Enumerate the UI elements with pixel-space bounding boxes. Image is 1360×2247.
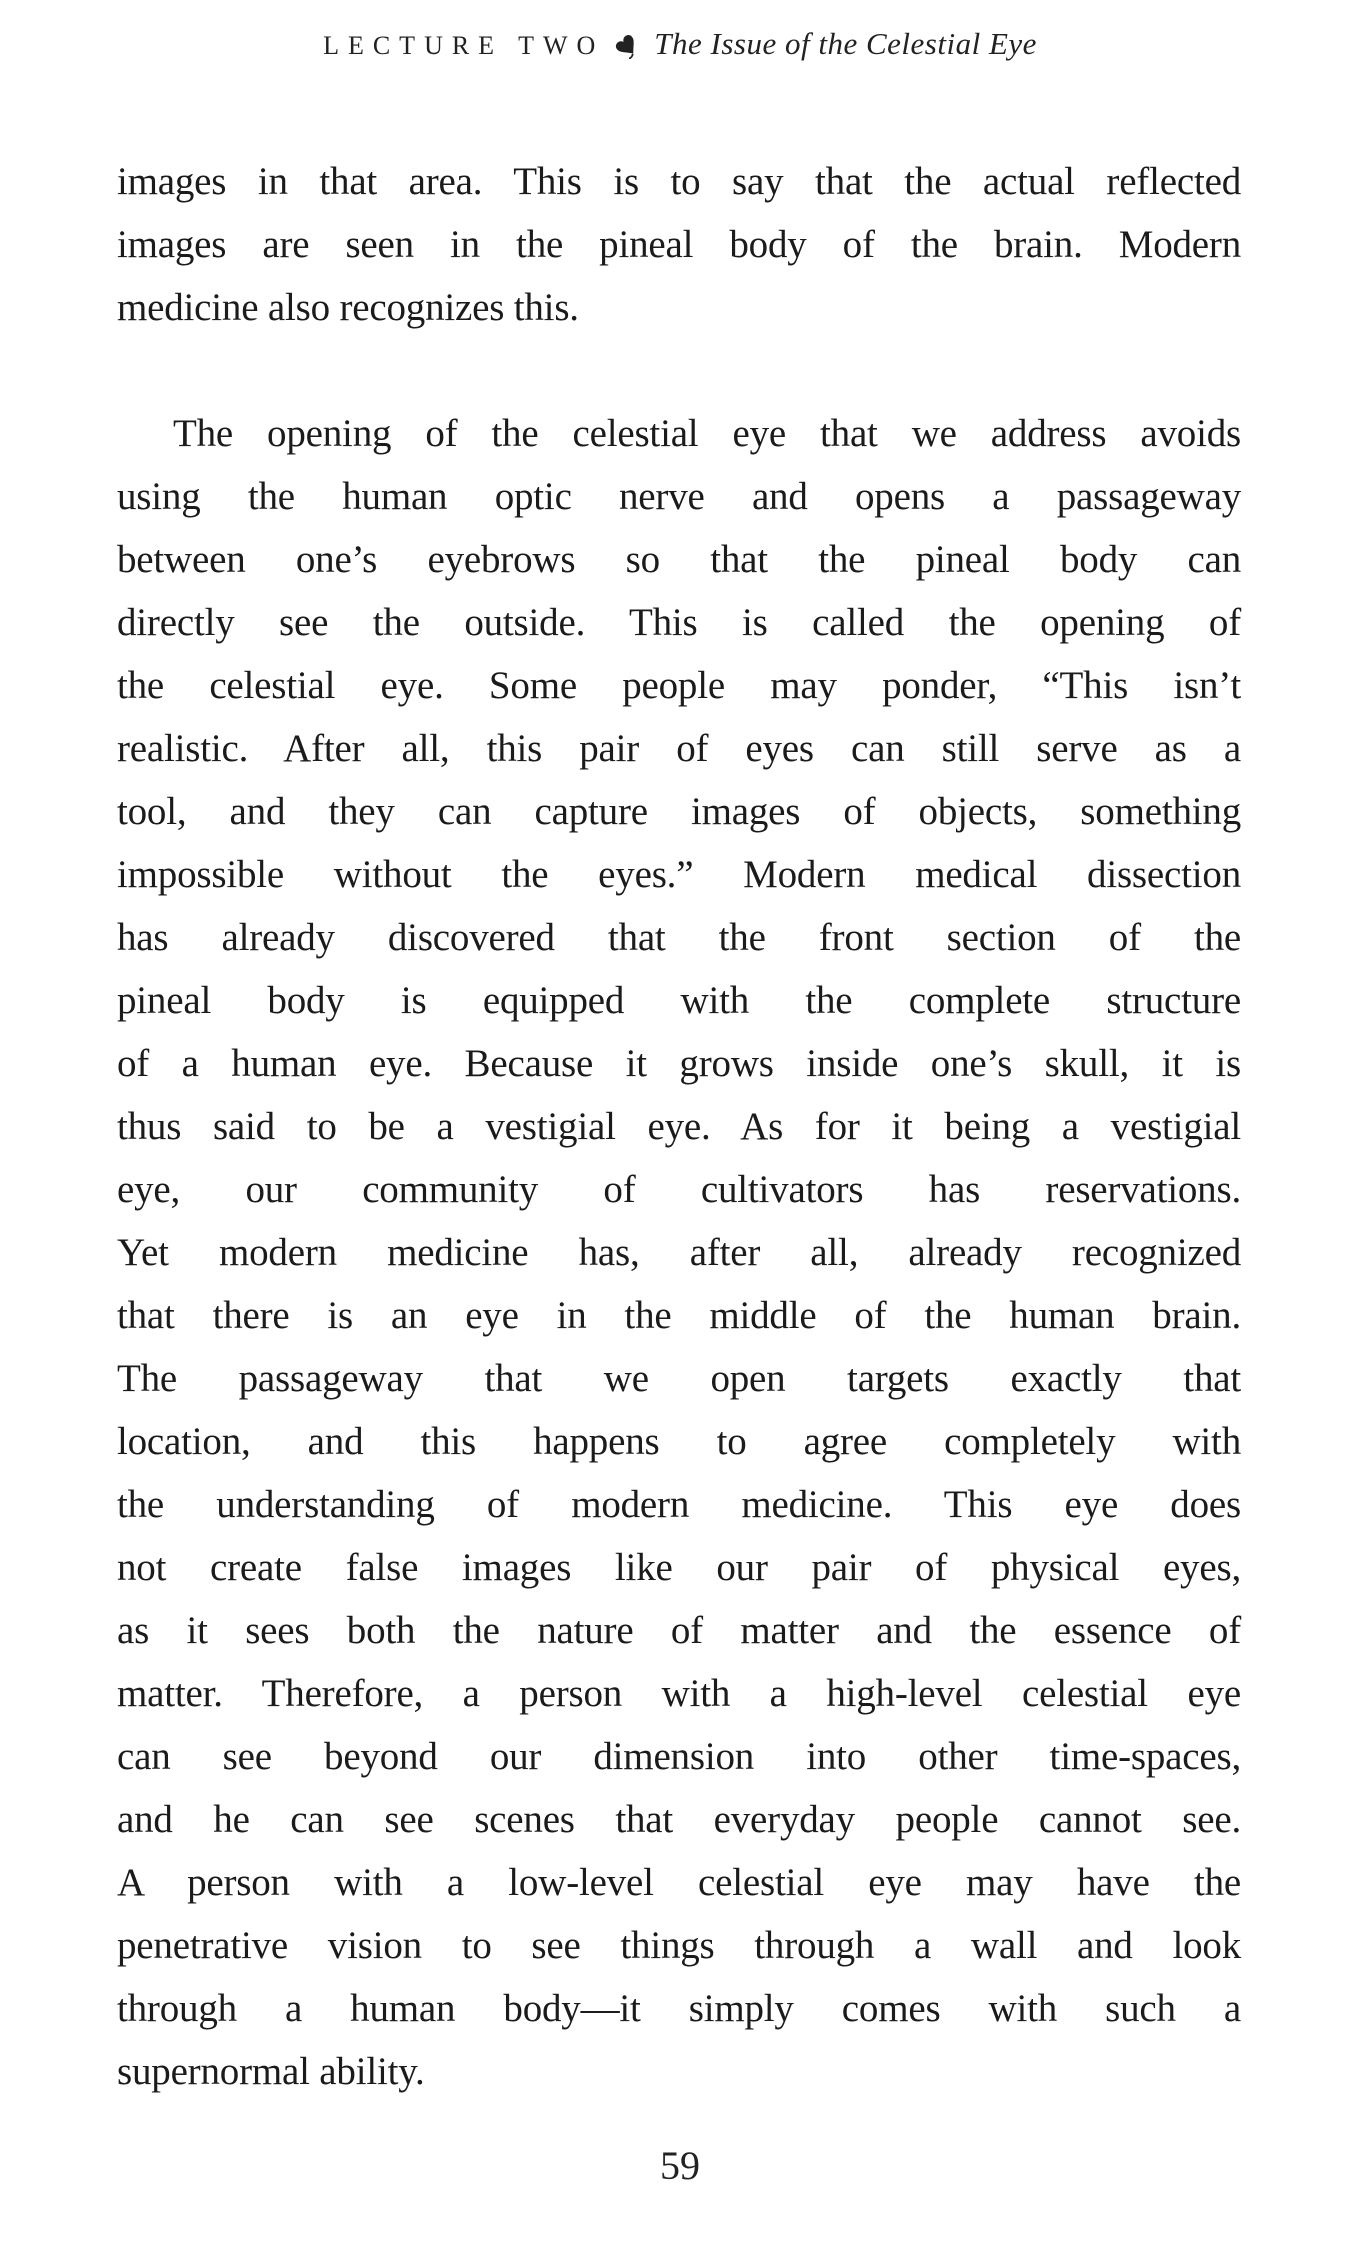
text-line: and he can see scenes that everyday people cannot see.: [117, 1798, 1241, 1841]
text-line: that there is an eye in the middle of the human brain.: [117, 1294, 1241, 1337]
text-line: matter. Therefore, a person with a high-level celestial eye: [117, 1672, 1241, 1715]
paragraph: [117, 150, 1241, 339]
page-number: 59: [660, 2143, 700, 2188]
text-line: pineal body is equipped with the complete structure: [117, 979, 1241, 1022]
page-body: [117, 150, 1241, 2103]
text-line: Yet modern medicine has, after all, already recognized: [117, 1231, 1241, 1274]
text-line: penetrative vision to see things through a wall and look: [117, 1924, 1241, 1967]
text-line: tool, and they can capture images of objects, something: [117, 790, 1241, 833]
text-line: can see beyond our dimension into other time-spaces,: [117, 1735, 1241, 1778]
section-label: LECTURE TWO: [323, 31, 605, 60]
text-line: realistic. After all, this pair of eyes can still serve as a: [117, 727, 1241, 770]
text-line: thus said to be a vestigial eye. As for it being a vestigial: [117, 1105, 1241, 1148]
text-line: supernormal ability.: [117, 2050, 425, 2093]
text-line: eye, our community of cultivators has reservations.: [117, 1168, 1241, 1211]
text-line: of a human eye. Because it grows inside one’s skull, it is: [117, 1042, 1241, 1085]
text-line: between one’s eyebrows so that the pineal body can: [117, 538, 1241, 581]
text-line: images in that area. This is to say that the actual reflected: [117, 160, 1241, 203]
text-line: not create false images like our pair of physical eyes,: [117, 1546, 1241, 1589]
text-line: images are seen in the pineal body of the brain. Modern: [117, 223, 1241, 266]
text-line: through a human body—it simply comes with such a: [117, 1987, 1241, 2030]
text-line: the understanding of modern medicine. This eye does: [117, 1483, 1241, 1526]
text-line: The passageway that we open targets exactly that: [117, 1357, 1241, 1400]
text-line: directly see the outside. This is called the opening of: [117, 601, 1241, 644]
running-header: [0, 26, 1360, 62]
text-line: impossible without the eyes.” Modern medical dissection: [117, 853, 1241, 896]
text-line: has already discovered that the front section of the: [117, 916, 1241, 959]
chapter-title: The Issue of the Celestial Eye: [654, 26, 1037, 61]
paragraph: [117, 402, 1241, 2103]
text-line: as it sees both the nature of matter and the essence of: [117, 1609, 1241, 1652]
text-line: medicine also recognizes this.: [117, 286, 579, 329]
text-line: The opening of the celestial eye that we address avoids: [173, 412, 1241, 455]
text-line: using the human optic nerve and opens a passageway: [117, 475, 1241, 518]
text-line: location, and this happens to agree completely with: [117, 1420, 1241, 1463]
text-line: the celestial eye. Some people may ponder, “This isn’t: [117, 664, 1241, 707]
hedera-leaf-icon: [614, 33, 640, 59]
text-line: A person with a low-level celestial eye may have the: [117, 1861, 1241, 1904]
